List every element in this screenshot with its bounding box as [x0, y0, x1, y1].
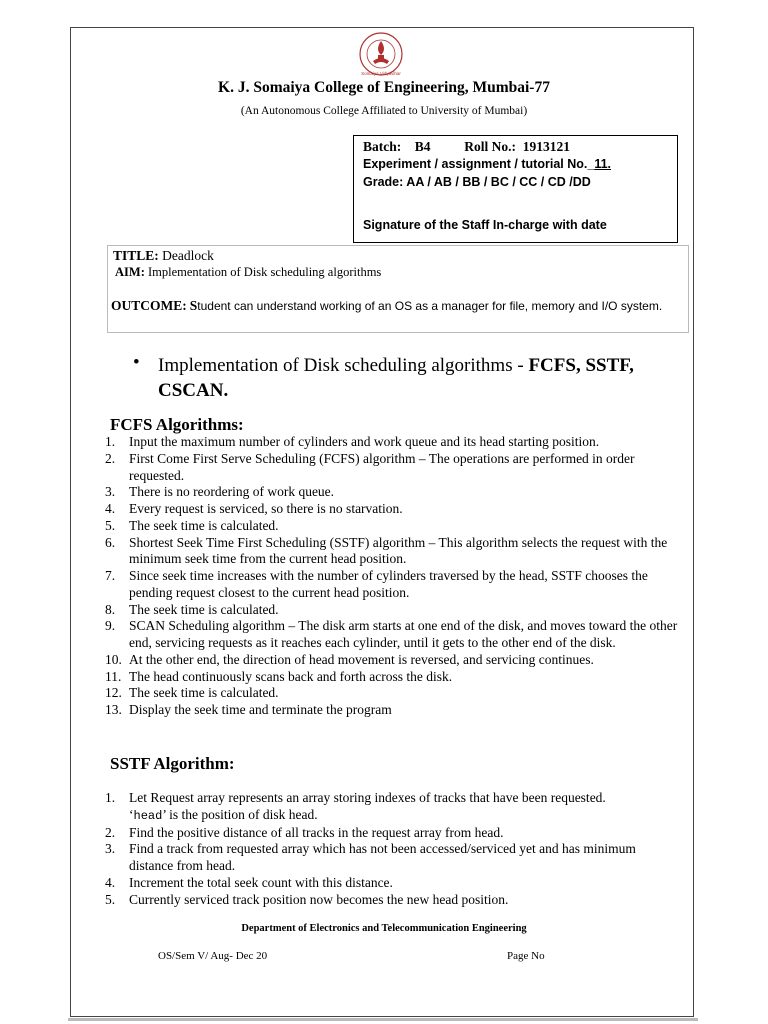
list-text: ’ is the position of disk head.	[162, 806, 318, 822]
bullet-text-plain: Implementation of Disk scheduling algorithms -	[158, 355, 529, 376]
grade-line: Grade: AA / AB / BB / BC / CC / CD /DD	[363, 175, 591, 189]
list-text: Let Request array represents an array storing indexes of tracks that have been requested. ‘	[129, 790, 606, 822]
list-text: There is no reordering of work queue.	[129, 484, 335, 500]
list-num: 1.	[105, 434, 116, 449]
batch-label: Batch:	[363, 139, 402, 154]
list-text: The head continuously scans back and forth across the disk.	[129, 668, 453, 684]
roll-value: 1913121	[522, 139, 571, 154]
list-item	[105, 841, 665, 875]
list-item	[105, 434, 695, 451]
experiment-value	[594, 157, 611, 171]
list-num: 3.	[105, 841, 116, 857]
outcome-line	[111, 297, 686, 315]
sstf-list	[105, 790, 665, 908]
list-num: 13.	[105, 702, 122, 717]
footer-department: Department of Electronics and Telecommunication Engineering	[241, 923, 527, 934]
aim-label: AIM:	[115, 265, 145, 279]
fcfs-list	[105, 434, 695, 719]
list-text: Since seek time increases with the number of cylinders traversed by the head, SSTF chooses the pending request closest to the current head position.	[129, 568, 648, 600]
list-text: Increment the total seek count with this distance.	[129, 874, 393, 890]
list-num: 12.	[105, 685, 122, 701]
title-label: TITLE:	[113, 248, 159, 263]
list-num: 5.	[105, 517, 116, 533]
list-num: 2.	[105, 450, 116, 466]
experiment-number: 11	[594, 157, 608, 171]
college-subtitle: (An Autonomous College Affiliated to University of Mumbai)	[240, 105, 528, 117]
experiment-suffix: .	[607, 157, 612, 171]
list-item	[105, 602, 695, 619]
title-line	[113, 248, 214, 264]
list-text: Currently serviced track position now becomes the new head position.	[129, 891, 509, 907]
outcome-value: tudent can understand working of an OS as a manager for file, memory and I/O system.	[197, 299, 663, 313]
list-text: Shortest Seek Time First Scheduling (SSTF) algorithm – This algorithm selects the request with the minimum seek time from the current head position.	[129, 534, 668, 567]
sstf-heading: SSTF Algorithm:	[110, 754, 235, 773]
list-item	[105, 501, 695, 518]
list-text: The seek time is calculated.	[129, 601, 279, 617]
list-item	[105, 790, 665, 825]
list-text: The seek time is calculated.	[129, 517, 279, 533]
outcome-label: OUTCOME:	[111, 298, 187, 313]
list-item	[105, 535, 695, 569]
college-logo	[358, 31, 404, 77]
list-item	[105, 484, 695, 501]
batch-roll-line	[363, 139, 570, 155]
list-num: 6.	[105, 534, 116, 550]
list-text: Every request is serviced, so there is no starvation.	[129, 501, 403, 516]
batch-value: B4	[414, 139, 431, 154]
list-item	[105, 518, 695, 535]
list-num: 5.	[105, 891, 116, 907]
aim-line	[115, 265, 381, 280]
list-item	[105, 618, 695, 652]
list-num: 9.	[105, 618, 116, 634]
college-name: K. J. Somaiya College of Engineering, Mumbai-77	[218, 79, 550, 96]
signature-line: Signature of the Staff In-charge with date	[363, 218, 607, 232]
list-item	[105, 451, 695, 485]
list-item	[105, 568, 695, 602]
list-item	[105, 892, 665, 909]
list-num: 4.	[105, 501, 116, 516]
fcfs-heading: FCFS Algorithms:	[110, 415, 244, 434]
list-num: 4.	[105, 874, 116, 890]
list-text: Input the maximum number of cylinders and work queue and its head starting position.	[129, 434, 600, 449]
logo-text: Somaiya Vidyavihar	[361, 71, 401, 76]
list-text: Find the positive distance of all tracks in the request array from head.	[129, 824, 504, 840]
roll-label: Roll No.:	[464, 139, 517, 154]
bullet-icon: •	[133, 352, 140, 373]
list-num: 3.	[105, 484, 116, 500]
list-num: 1.	[105, 790, 116, 805]
list-text: Display the seek time and terminate the program	[129, 702, 392, 717]
list-text: SCAN Scheduling algorithm – The disk arm starts at one end of the disk, and moves toward the other end, servicing requests as it reaches each cylinder, until it gets to the other end of the disk.	[129, 618, 678, 650]
list-text: Find a track from requested array which has not been accessed/serviced yet and has minimum distance from head.	[129, 841, 636, 873]
list-item	[105, 825, 665, 842]
list-item	[105, 702, 695, 719]
list-num: 10.	[105, 651, 122, 667]
list-text: The seek time is calculated.	[129, 685, 279, 701]
experiment-label: Experiment / assignment / tutorial No._	[363, 157, 595, 171]
footer-course: OS/Sem V/ Aug- Dec 20	[158, 950, 268, 962]
code-head: head	[133, 808, 163, 823]
list-item	[105, 669, 695, 686]
list-item	[105, 875, 665, 892]
footer-page: Page No	[507, 950, 545, 962]
page-bottom-shadow	[68, 1018, 698, 1021]
title-box	[107, 245, 689, 333]
list-num: 7.	[105, 568, 116, 583]
bullet-text-bold: FCFS, SSTF, CSCAN.	[158, 355, 634, 401]
list-item	[105, 652, 695, 669]
outcome-first-letter: S	[189, 298, 198, 313]
batch-box	[353, 135, 678, 243]
bullet-text	[158, 353, 658, 403]
list-text: First Come First Serve Scheduling (FCFS) algorithm – The operations are performed in order requested.	[129, 450, 635, 483]
list-num: 2.	[105, 824, 116, 840]
aim-value: Implementation of Disk scheduling algorithms	[147, 265, 382, 279]
list-text: At the other end, the direction of head movement is reversed, and servicing continues.	[129, 651, 594, 667]
list-item	[105, 685, 695, 702]
experiment-line	[363, 157, 611, 171]
list-num: 11.	[105, 668, 122, 684]
list-num: 8.	[105, 601, 116, 617]
title-value: Deadlock	[162, 248, 214, 263]
